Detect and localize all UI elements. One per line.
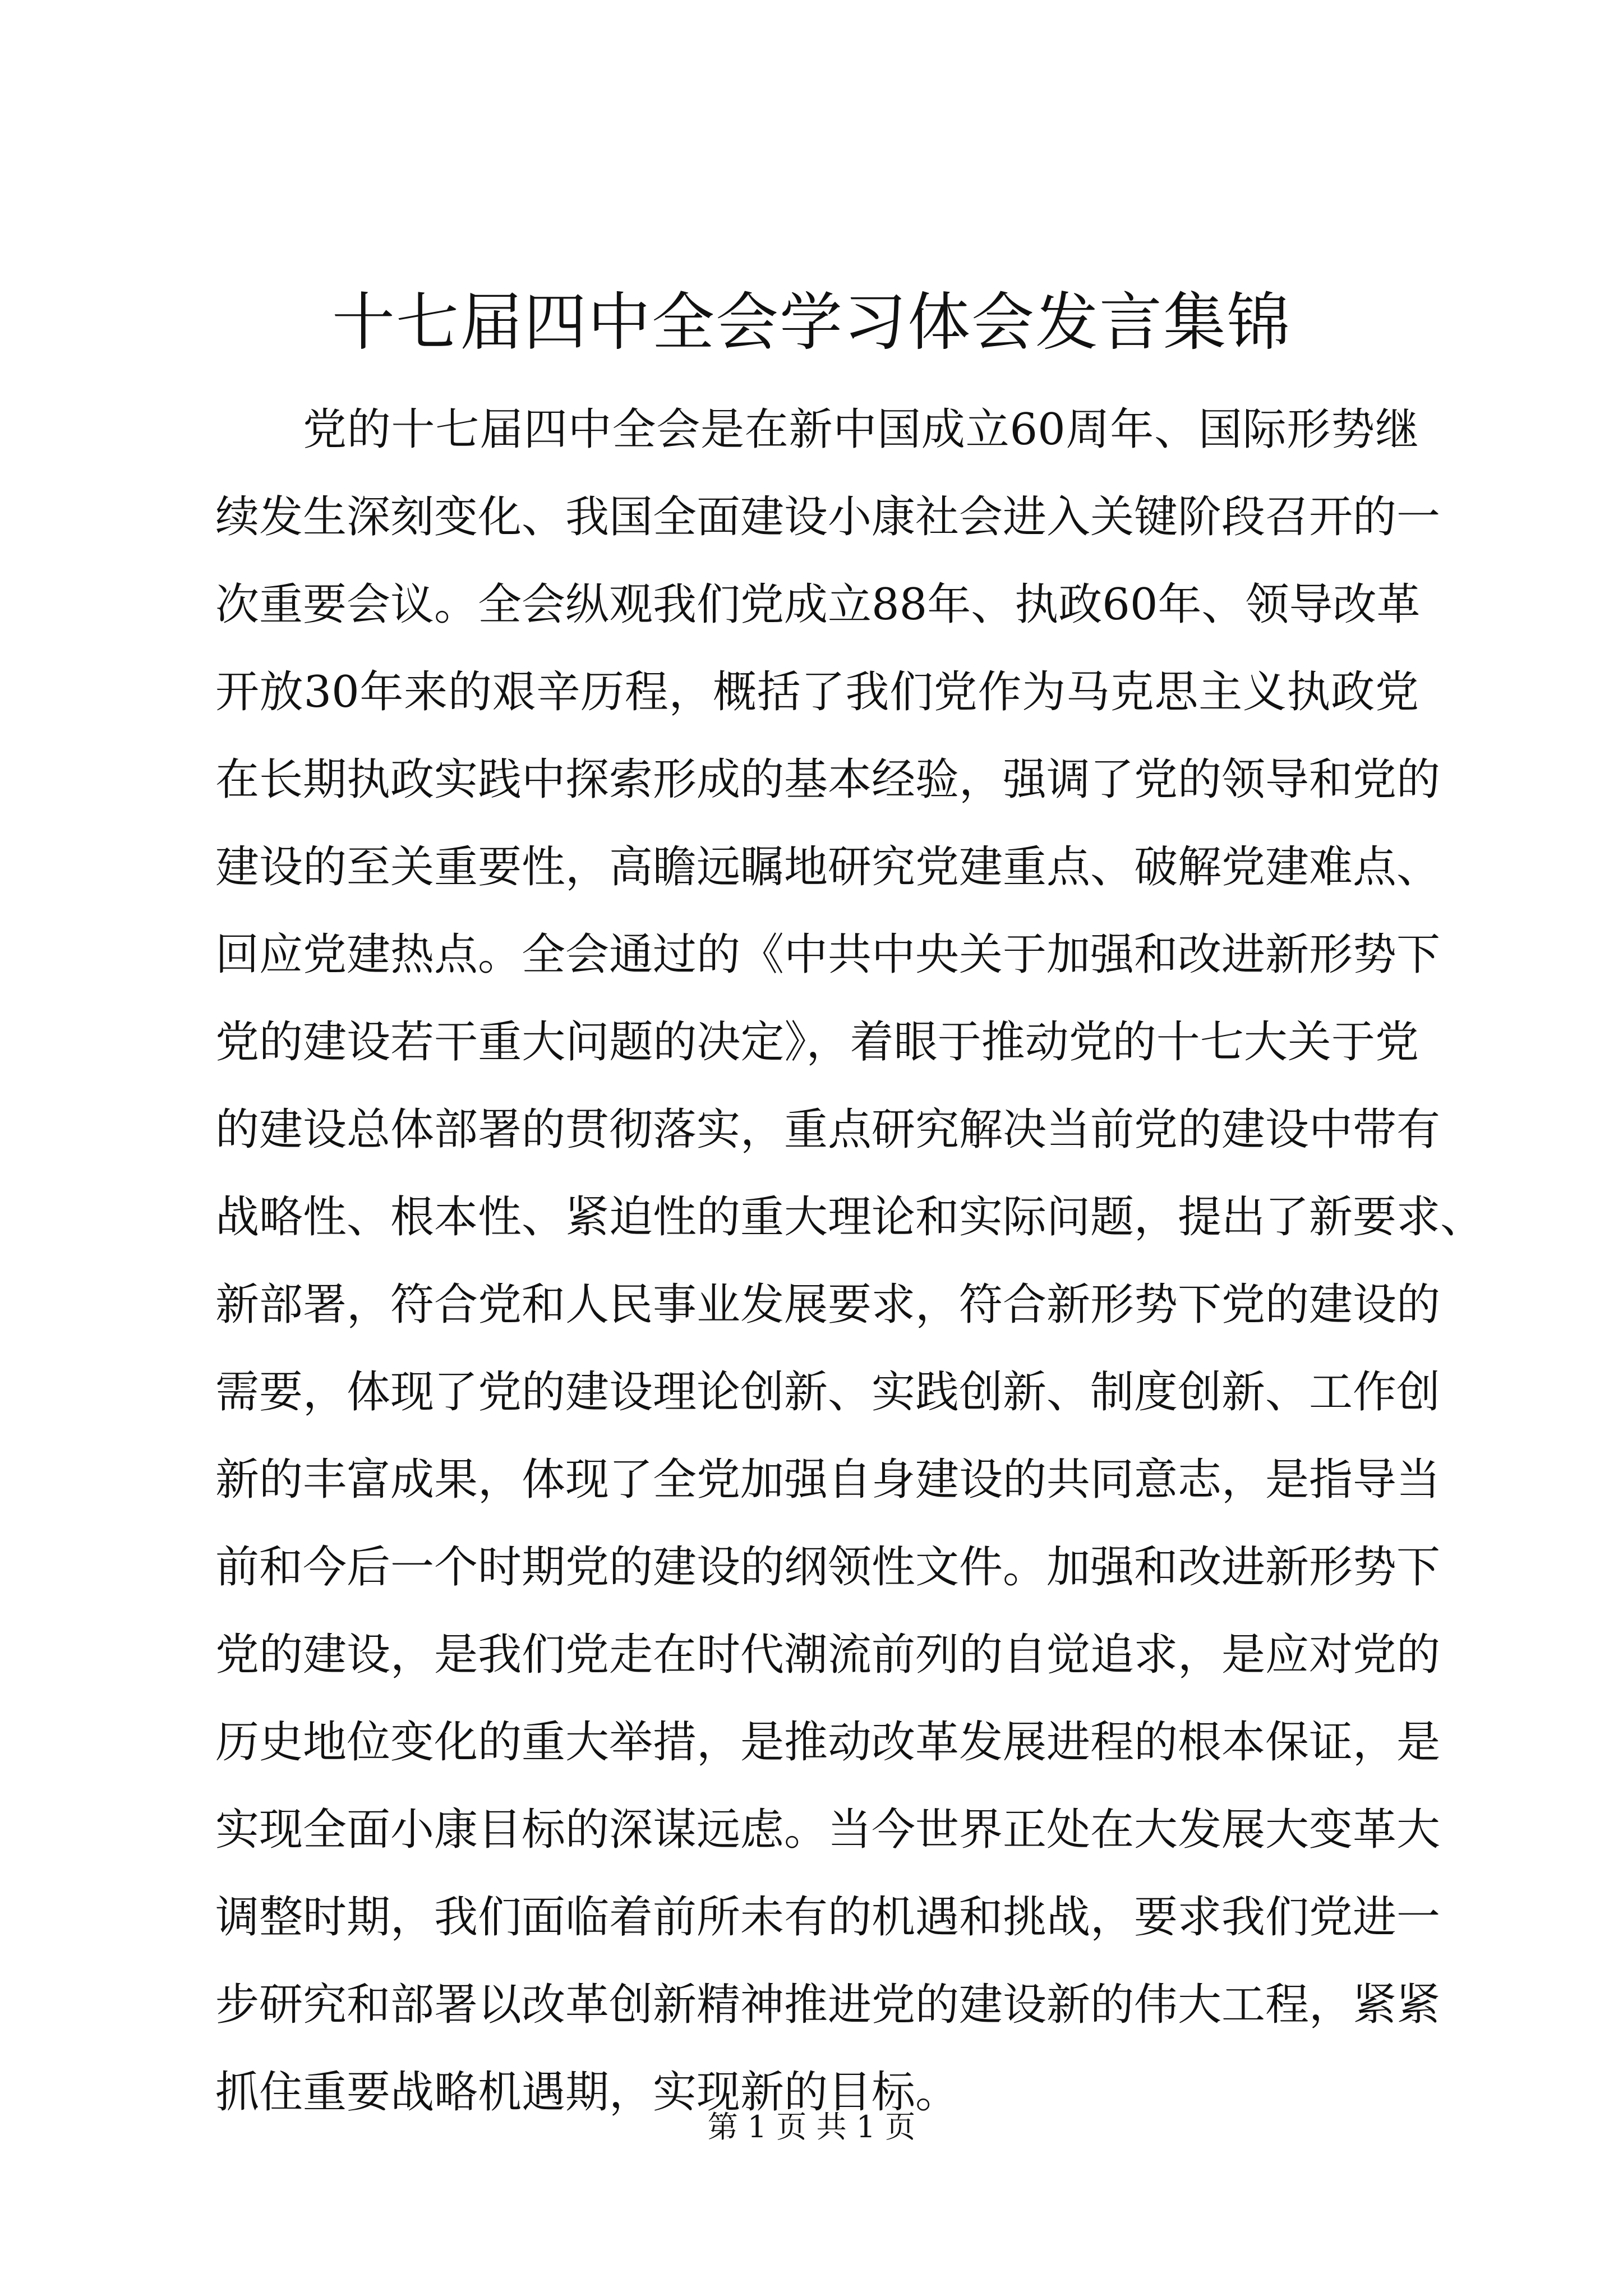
body-line: 党的建设若干重大问题的决定》，着眼于推动党的十七大关于党	[215, 1017, 1419, 1068]
body-line: 续发生深刻变化、我国全面建设小康社会进入关键阶段召开的一	[215, 492, 1441, 542]
body-line: 次重要会议。全会纵观我们党成立88年、执政60年、领导改革	[215, 579, 1421, 630]
body-line: 战略性、根本性、紧迫性的重大理论和实际问题，提出了新要求、	[215, 1192, 1484, 1243]
body-line: 抓住重要战略机遇期，实现新的目标。	[215, 2067, 960, 2118]
body-line: 步研究和部署以改革创新精神推进党的建设新的伟大工程，紧紧	[215, 1980, 1441, 2030]
body-line: 的建设总体部署的贯彻落实，重点研究解决当前党的建设中带有	[215, 1105, 1441, 1155]
body-line: 开放30年来的艰辛历程，概括了我们党作为马克思主义执政党	[215, 667, 1419, 717]
body-line: 实现全面小康目标的深谋远虑。当今世界正处在大发展大变革大	[215, 1805, 1441, 1855]
body-line: 在长期执政实践中探索形成的基本经验，强调了党的领导和党的	[215, 754, 1441, 805]
document-body	[215, 386, 1484, 2136]
body-line: 新部署，符合党和人民事业发展要求，符合新形势下党的建设的	[215, 1280, 1441, 1330]
body-line: 党的十七届四中全会是在新中国成立60周年、国际形势继	[303, 404, 1419, 455]
body-line: 前和今后一个时期党的建设的纲领性文件。加强和改进新形势下	[215, 1542, 1441, 1593]
body-line: 需要，体现了党的建设理论创新、实践创新、制度创新、工作创	[215, 1367, 1441, 1418]
body-line: 新的丰富成果，体现了全党加强自身建设的共同意志，是指导当	[215, 1455, 1441, 1505]
body-line: 党的建设，是我们党走在时代潮流前列的自觉追求，是应对党的	[215, 1630, 1441, 1680]
page-number-footer: 第 1 页 共 1 页	[707, 2109, 916, 2145]
body-line: 建设的至关重要性，高瞻远瞩地研究党建重点、破解党建难点、	[215, 842, 1441, 892]
body-line: 调整时期，我们面临着前所未有的机遇和挑战，要求我们党进一	[215, 1892, 1441, 1943]
body-line: 历史地位变化的重大举措，是推动改革发展进程的根本保证，是	[215, 1717, 1441, 1768]
body-line: 回应党建热点。全会通过的《中共中央关于加强和改进新形势下	[215, 930, 1441, 980]
document-title: 十七届四中全会学习体会发言集锦	[332, 286, 1291, 359]
